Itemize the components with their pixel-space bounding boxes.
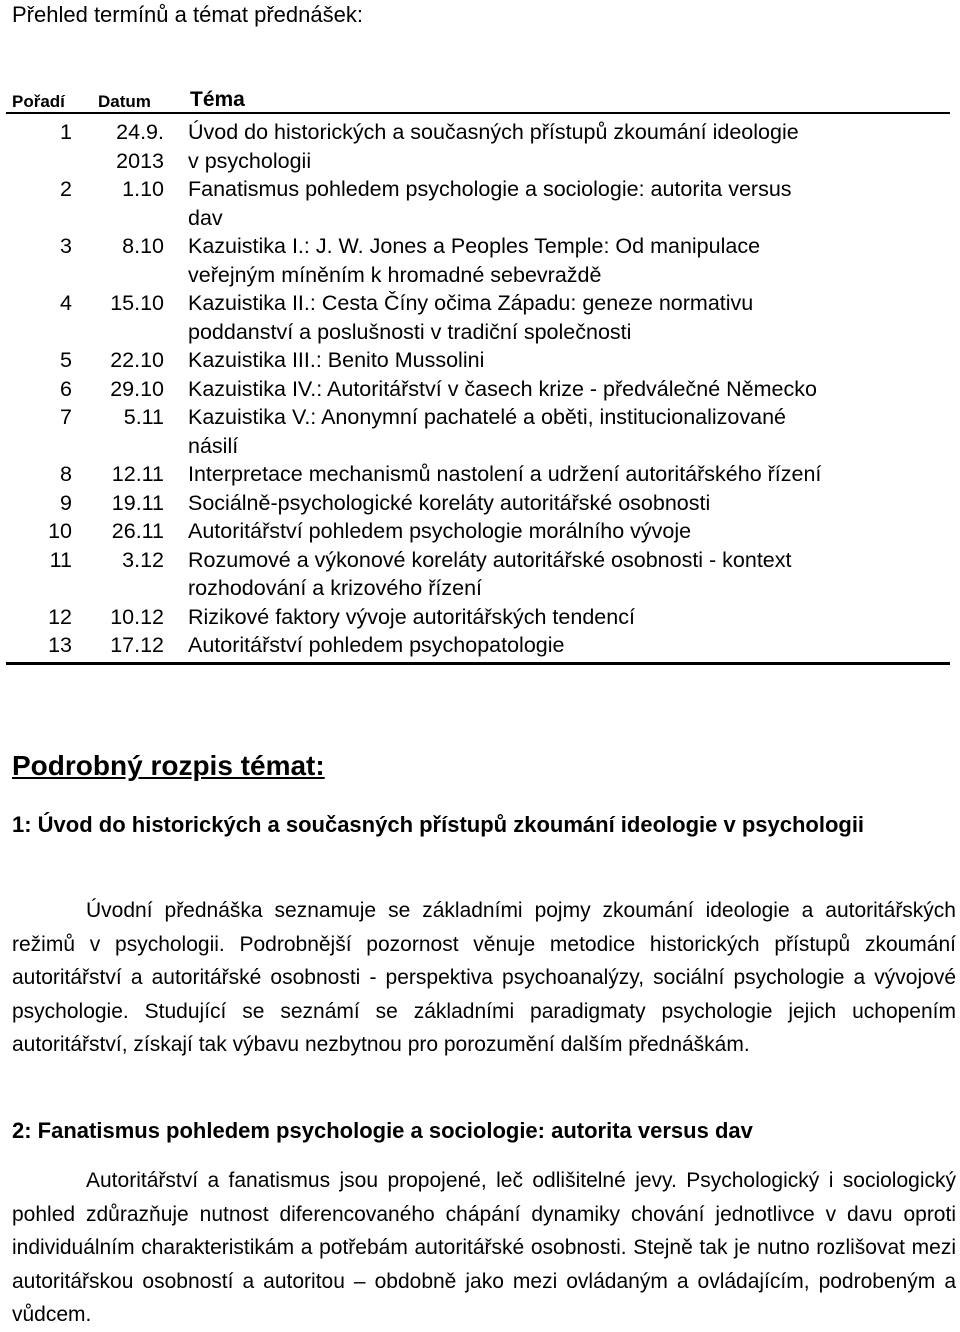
header-date: Datum (98, 92, 151, 111)
table-body (6, 114, 950, 665)
row-date: 19.11 (111, 490, 164, 515)
row-order (6, 204, 78, 233)
row-date: 15.10 (110, 291, 164, 315)
section-2-text: Autoritářství a fanatismus jsou propojené, leč odlišitelné jevy. Psychologický i sociologický pohled zdůrazňuje nutnost diferencovaného chápání dynamiky chování jednotlivce v davu oproti individuálním charakteristikám a potřebám autoritářské osobnosti. Stejně tak je nutno rozlišovat mezi autoritářskou osobností a autoritou – obdobně jako mezi ovládaným a ovládajícím, podrobeným a vůdcem. (12, 1169, 956, 1327)
row-topic: Kazuistika IV.: Autoritářství v časech krize - předválečné Německo (188, 376, 817, 401)
table-row (6, 232, 950, 261)
row-date: 2013 (116, 148, 164, 173)
table-row (6, 175, 950, 204)
row-order: 9 (60, 490, 72, 515)
table-row (6, 603, 950, 632)
row-topic: Kazuistika I.: J. W. Jones a Peoples Temple: Od manipulace (188, 234, 761, 258)
table-row (6, 118, 950, 147)
row-order: 11 (49, 547, 72, 572)
row-topic: rozhodování a krizového řízení (188, 576, 482, 600)
row-topic: Úvod do historických a současných přístupů zkoumání ideologie (188, 120, 799, 144)
row-order: 2 (60, 177, 72, 201)
row-order: 7 (60, 405, 72, 429)
section-1-title: 1: Úvod do historických a současných přístupů zkoumání ideologie v psychologii (12, 812, 865, 837)
row-order: 5 (60, 348, 72, 372)
row-order (6, 574, 78, 603)
row-order: 4 (60, 291, 72, 315)
row-topic: poddanství a poslušnosti v tradiční společnosti (188, 319, 632, 344)
row-topic: Interpretace mechanismů nastolení a udržení autoritářského řízení (188, 462, 822, 486)
row-topic: Rozumové a výkonové koreláty autoritářské osobnosti - kontext (188, 547, 792, 572)
row-date: 3.12 (122, 547, 164, 572)
row-order: 12 (48, 604, 72, 629)
row-date: 24.9. (116, 120, 164, 144)
table-row (6, 346, 950, 375)
section-1-text: Úvodní přednáška seznamuje se základními pojmy zkoumání ideologie a autoritářských režimů v psychologii. Podrobnější pozornost věnuje metodice historických přístupů zkoumání autoritářství a autoritářské osobnosti - perspektiva psychoanalýzy, sociální psychologie a vývojové psychologie. Studující se seznámí se základními paradigmaty psychologie jejich uchopením autoritářství, získají tak výbavu nezbytnou pro porozumění dalším přednáškám. (12, 899, 956, 1057)
table-header (6, 86, 950, 114)
row-date: 5.11 (123, 405, 164, 429)
row-date: 26.11 (111, 519, 164, 543)
schedule-table (6, 86, 950, 665)
row-date: 1.10 (122, 177, 164, 201)
row-topic: Fanatismus pohledem psychologie a sociologie: autorita versus (188, 177, 792, 201)
table-row-continuation (6, 261, 950, 290)
row-topic: dav (188, 205, 223, 230)
row-topic: veřejným míněním k hromadné sebevraždě (188, 262, 602, 287)
table-row (6, 375, 950, 404)
table-row (6, 517, 950, 546)
row-date (78, 204, 164, 233)
row-date: 17.12 (110, 633, 164, 657)
row-date: 22.10 (110, 348, 164, 372)
row-order (6, 147, 78, 176)
row-date (78, 574, 164, 603)
table-row (6, 403, 950, 432)
row-topic: Kazuistika II.: Cesta Číny očima Západu: geneze normativu (188, 291, 754, 315)
row-date: 10.12 (110, 604, 164, 629)
table-row-continuation (6, 574, 950, 603)
row-date: 8.10 (122, 234, 164, 258)
table-row-continuation (6, 432, 950, 461)
row-date (78, 432, 164, 461)
row-date: 12.11 (111, 462, 164, 486)
row-topic: Sociálně-psychologické koreláty autoritářské osobnosti (188, 490, 711, 515)
row-date (78, 318, 164, 347)
row-order: 10 (48, 519, 72, 543)
table-row (6, 489, 950, 518)
detail-heading: Podrobný rozpis témat: (12, 750, 325, 781)
row-topic: Kazuistika V.: Anonymní pachatelé a oběti, institucionalizované (188, 405, 787, 429)
table-row (6, 289, 950, 318)
row-order (6, 432, 78, 461)
row-topic: Rizikové faktory vývoje autoritářských tendencí (188, 604, 635, 629)
table-row (6, 546, 950, 575)
row-topic: v psychologii (188, 148, 312, 173)
table-row-continuation (6, 318, 950, 347)
row-order: 13 (48, 633, 72, 657)
row-order: 3 (60, 234, 72, 258)
row-date: 29.10 (110, 376, 164, 401)
row-date (78, 261, 164, 290)
table-row-continuation (6, 147, 950, 176)
header-order: Pořadí (12, 92, 65, 111)
row-topic: Kazuistika III.: Benito Mussolini (188, 348, 485, 372)
row-order: 1 (60, 120, 72, 144)
table-row (6, 631, 950, 660)
row-topic: Autoritářství pohledem psychologie morálního vývoje (188, 519, 692, 543)
row-order: 8 (60, 462, 72, 486)
row-topic: Autoritářství pohledem psychopatologie (188, 633, 565, 657)
table-row (6, 460, 950, 489)
section-2-title: 2: Fanatismus pohledem psychologie a sociologie: autorita versus dav (12, 1118, 753, 1143)
page-title: Přehled termínů a témat přednášek: (12, 2, 363, 27)
row-order (6, 261, 78, 290)
row-topic: násilí (188, 433, 239, 458)
row-order (6, 318, 78, 347)
table-row-continuation (6, 204, 950, 233)
header-topic: Téma (190, 88, 245, 111)
row-order: 6 (60, 376, 72, 401)
